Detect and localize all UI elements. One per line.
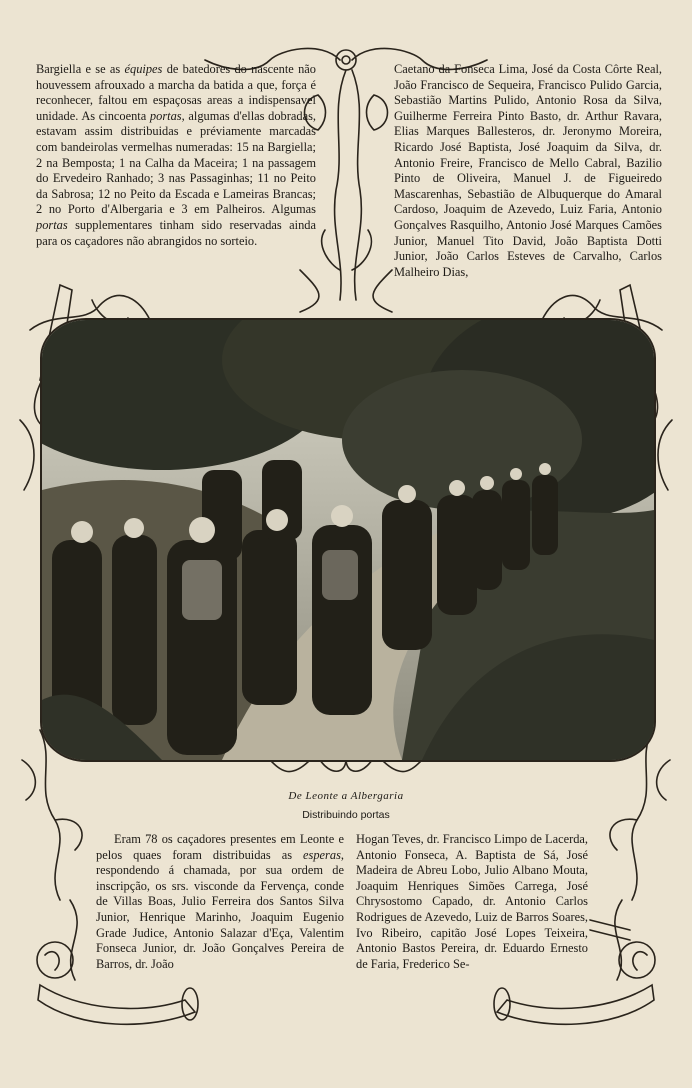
text-run: , respondendo á chamada, por sua ordem de inscripção, os srs. visconde da Fervença, conde de Villas Boas, Julio Ferreira dos Santos Silva Junior, Henrique Marinho, Joaquim Eugenio Grade Judice, Antonio Salazar d'Eça, Valentim Fonseca Junior, dr. João Gonçalves Pereira de Barros, dr. João — [96, 847, 344, 971]
text-column-top-left — [36, 62, 316, 249]
text-column-bottom-right — [356, 832, 588, 972]
photo-caption-title: De Leonte a Albergaria — [288, 790, 404, 802]
paragraph — [96, 832, 344, 972]
text-column-bottom-left — [96, 832, 344, 972]
text-run: supplementares tinham sido reservadas ainda para os caçadores não abrangidos no sorteio. — [36, 217, 316, 248]
text-run-italic: esperas — [303, 847, 341, 862]
text-run-italic: équipes — [124, 62, 163, 76]
paragraph: Hogan Teves, dr. Francisco Limpo de Lacerda, Antonio Fonseca, A. Baptista de Sá, José Madeira de Abreu Lobo, Julio Albano Mouta, Joaquim Henriques Simões Carrega, José Chrysostomo Capado, dr. Antonio Carlos Rodrigues de Azevedo, Luiz de Barros Soares, Ivo Ribeiro, capitão José Lopes Teixeira, Antonio Bastos Pereira, dr. Eduardo Ernesto de Faria, Frederico Se- — [356, 832, 588, 971]
text-run: de batedores do nascente não houvessem afrouxado a marcha da batida a que, força é reconhecer, faltou em espaçosas areas a indispensavel unidade. As cincoenta — [36, 62, 316, 123]
text-run: , algumas d'ellas dobradas, estavam assim distribuidas e préviamente marcadas com bandeirolas vermelhas numeradas: 15 na Bargiella; 2 na Bemposta; 1 na Calha da Maceira; 1 na passagem do Ervedeiro Ranhado; 3 nas Passaginhas; 11 no Peito da Sabrosa; 12 no Peito da Escada e Lameiras Brancas; 2 no Porto d'Albergaria e 3 em Palheiros. Algumas — [36, 108, 316, 217]
photograph — [40, 318, 656, 762]
photo-illustration — [42, 320, 654, 760]
text-column-top-right — [394, 62, 662, 280]
text-run: Bargiella e se as — [36, 62, 125, 76]
photo-caption-subtitle: Distribuindo portas — [302, 809, 390, 821]
text-run: Eram 78 os caçadores presentes em Leonte e pelos quaes foram distribuidas as — [96, 832, 344, 862]
paragraph: Caetano da Fonseca Lima, José da Costa Côrte Real, João Francisco de Sequeira, Francisco Pulido Garcia, Sebastião Martins Pulido, Antonio Rosa da Silva, Guilherme Ferreira Pinto Basto, dr. Arthur Ravara, Elias Marques Ballesteros, dr. Jeronymo Moreira, Ricardo José Baptista, José Joaquim da Silva, dr. Antonio Freire, Francisco de Mello Cabral, Bazilio Pinto de Oliveira, Manuel J. de Figueiredo Mascarenhas, Sebastião de Albuquerque do Amaral Cardoso, Joaquim de Azevedo, Luiz Faria, Antonio Gonçalves Rasquilho, Antonio José Marques Camões Junior, Manuel Tito David, João Baptista Dotti Junior, João Carlos Esteves de Carvalho, Carlos Malheiro Dias, — [394, 62, 662, 279]
text-run-italic: portas — [149, 108, 182, 123]
text-run-italic: portas — [36, 217, 68, 232]
paragraph — [36, 62, 316, 249]
